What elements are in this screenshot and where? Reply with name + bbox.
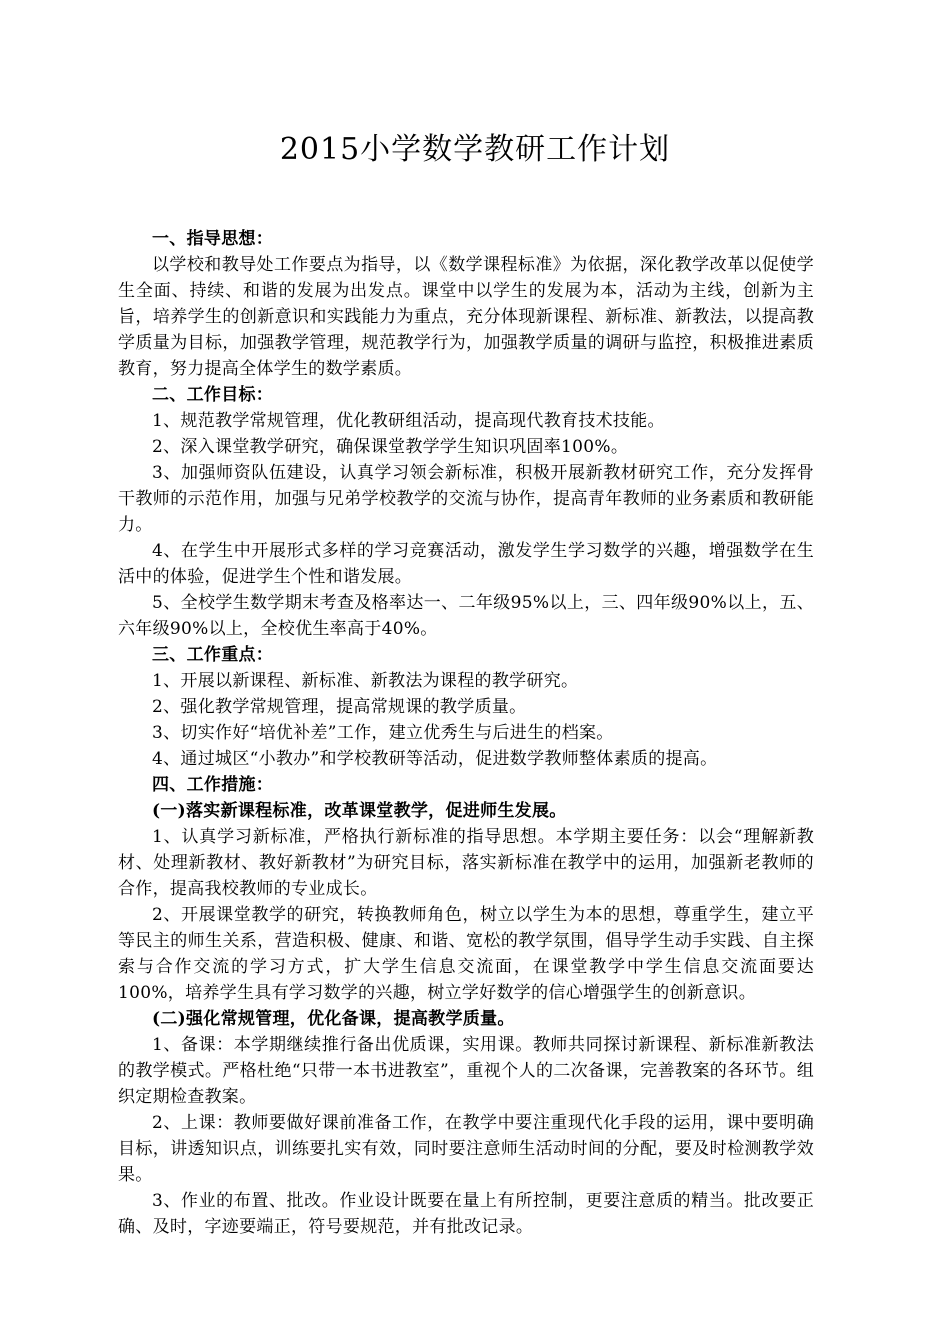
goal-item-1: 1、规范教学常规管理，优化教研组活动，提高现代教育技术技能。	[152, 411, 665, 431]
section-heading-guiding-ideology: 一、指导思想：	[152, 229, 274, 249]
section-heading-work-measures: 四、工作措施：	[152, 775, 274, 795]
goal-item-5: 5、全校学生数学期末考查及格率达一、二年级95%以上，三、四年级90%以上，五、六年级90%以上，全校优生率高于40%。	[118, 593, 814, 639]
measure-item-2-3: 3、作业的布置、批改。作业设计既要在量上有所控制，更要注意质的精当。批改要正确、及时，字迹要端正，符号要规范，并有批改记录。	[118, 1191, 814, 1237]
document-body	[118, 226, 814, 1240]
measure-item-2-1: 1、备课：本学期继续推行备出优质课，实用课。教师共同探讨新课程、新标准新教法的教学模式。严格杜绝“只带一本书进教室”，重视个人的二次备课，完善教案的各环节。组织定期检查教案。	[118, 1035, 814, 1107]
measure-item-2-2: 2、上课：教师要做好课前准备工作，在教学中要注重现代化手段的运用，课中要明确目标，讲透知识点，训练要扎实有效，同时要注意师生活动时间的分配，要及时检测教学效果。	[118, 1113, 814, 1185]
section-heading-work-goals: 二、工作目标：	[152, 385, 274, 405]
focus-item-3: 3、切实作好“培优补差”工作，建立优秀生与后进生的档案。	[152, 723, 614, 743]
focus-item-2: 2、强化教学常规管理，提高常规课的教学质量。	[152, 697, 527, 717]
focus-item-4: 4、通过城区“小教办”和学校教研等活动，促进数学教师整体素质的提高。	[152, 749, 718, 769]
subsection-heading-1: (一)落实新课程标准，改革课堂教学，促进师生发展。	[152, 801, 567, 821]
measure-item-1-1: 1、认真学习新标准，严格执行新标准的指导思想。本学期主要任务：以会“理解新教材、处理新教材、教好新教材”为研究目标，落实新标准在教学中的运用，加强新老教师的合作，提高我校教师的专业成长。	[118, 827, 814, 899]
measure-item-1-2: 2、开展课堂教学的研究，转换教师角色，树立以学生为本的思想，尊重学生，建立平等民主的师生关系，营造积极、健康、和谐、宽松的教学氛围，倡导学生动手实践、自主探索与合作交流的学习方式，扩大学生信息交流面，在课堂教学中学生信息交流面要达100%，培养学生具有学习数学的兴趣，树立学好数学的信心增强学生的创新意识。	[118, 905, 814, 1003]
paragraph-guiding-ideology: 以学校和教导处工作要点为指导，以《数学课程标准》为依据，深化教学改革以促使学生全面、持续、和谐的发展为出发点。课堂中以学生的发展为本，活动为主线，创新为主旨，培养学生的创新意识和实践能力为重点，充分体现新课程、新标准、新教法，以提高教学质量为目标，加强教学管理，规范教学行为，加强教学质量的调研与监控，积极推进素质教育，努力提高全体学生的数学素质。	[118, 255, 814, 379]
goal-item-3: 3、加强师资队伍建设，认真学习领会新标准，积极开展新教材研究工作，充分发挥骨干教师的示范作用，加强与兄弟学校教学的交流与协作，提高青年教师的业务素质和教研能力。	[118, 463, 814, 535]
focus-item-1: 1、开展以新课程、新标准、新教法为课程的教学研究。	[152, 671, 579, 691]
goal-item-2: 2、深入课堂教学研究，确保课堂教学学生知识巩固率100%。	[152, 437, 629, 457]
section-heading-work-focus: 三、工作重点：	[152, 645, 274, 665]
document-title: 2015小学数学教研工作计划	[279, 132, 671, 167]
subsection-heading-2: (二)强化常规管理，优化备课，提高教学质量。	[152, 1009, 515, 1029]
goal-item-4: 4、在学生中开展形式多样的学习竞赛活动，激发学生学习数学的兴趣，增强数学在生活中的体验，促进学生个性和谐发展。	[118, 541, 814, 587]
